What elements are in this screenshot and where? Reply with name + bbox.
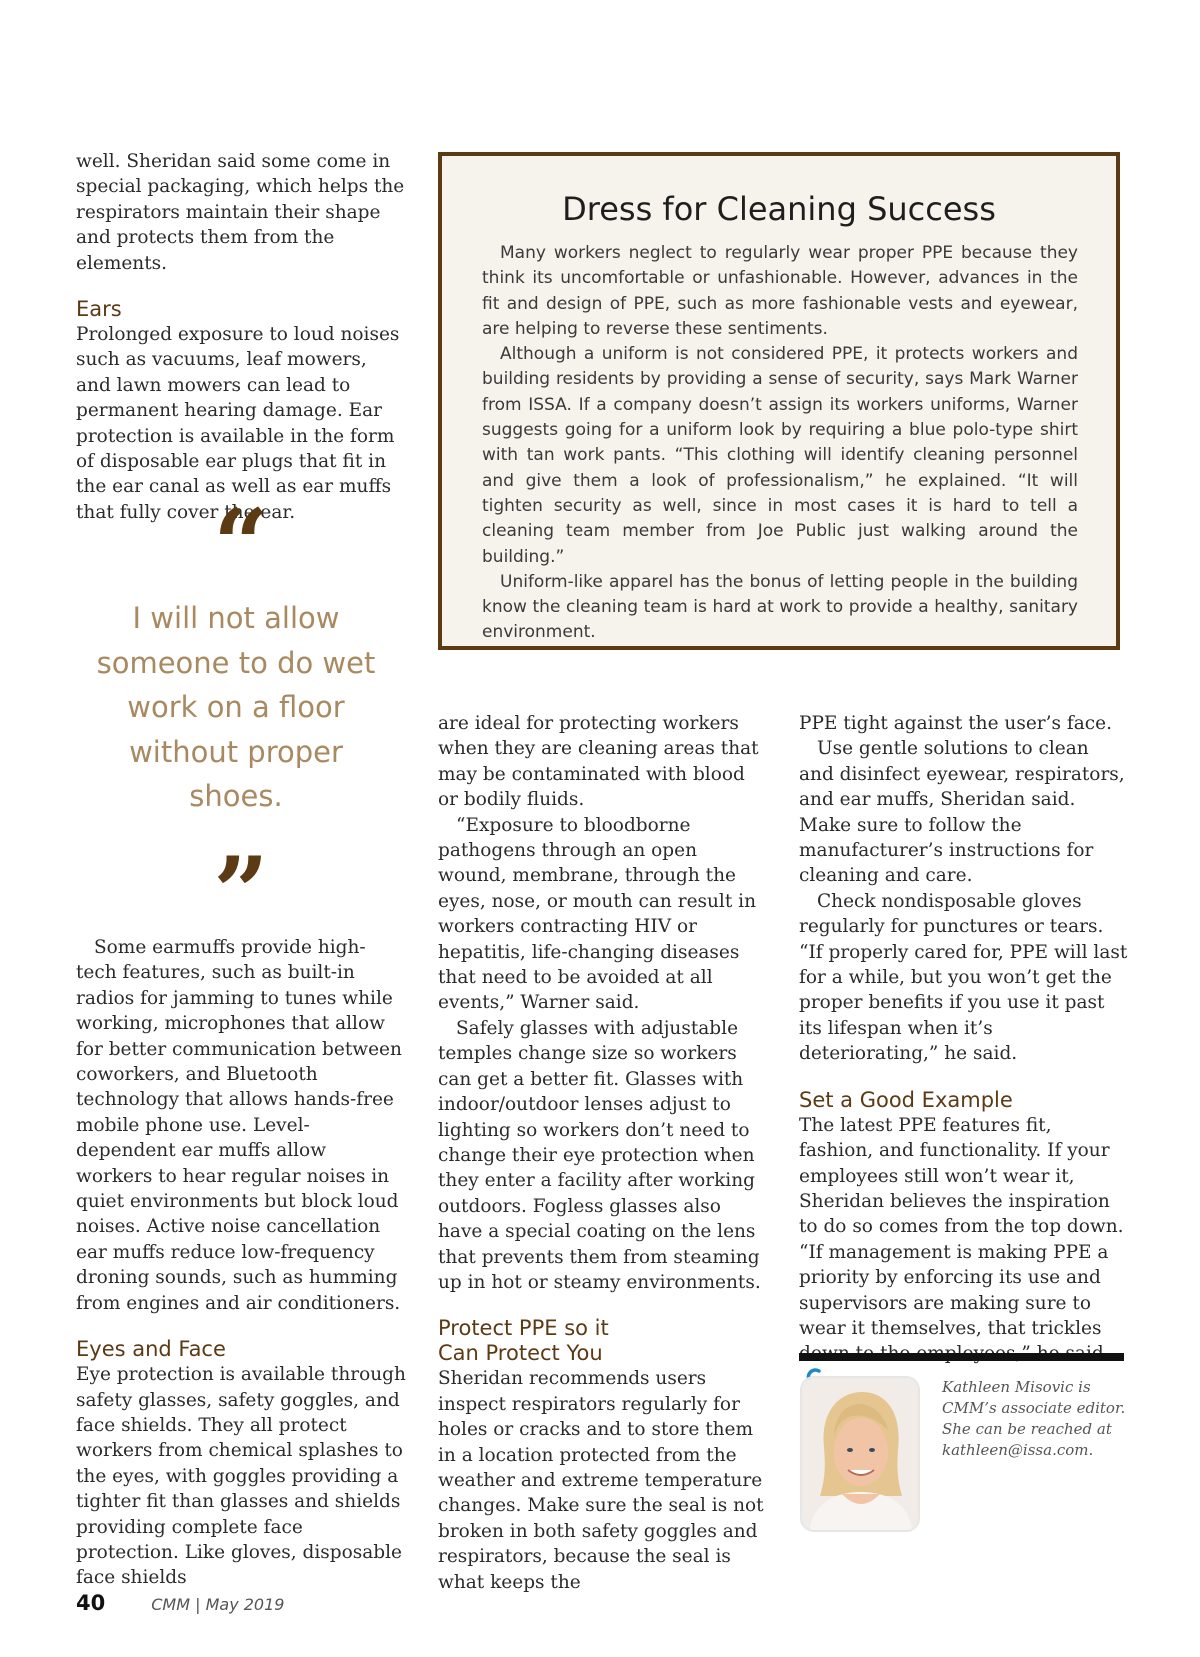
page-number: 40 bbox=[76, 1591, 106, 1615]
folio: CMM | May 2019 bbox=[151, 1595, 285, 1614]
heading-line: Can Protect You bbox=[438, 1341, 603, 1366]
sidebar-paragraph: Uniform-like apparel has the bonus of letting people in the building know the cleaning team is hard at work to provide a healthy, sanitary environment. bbox=[482, 571, 1078, 643]
protect-ppe-heading bbox=[438, 1316, 768, 1366]
sidebar-text bbox=[482, 241, 1078, 646]
column-2 bbox=[438, 711, 768, 1595]
author-divider bbox=[799, 1353, 1124, 1361]
paragraph: are ideal for protecting workers when they are cleaning areas that may be contaminated with blood or bodily fluids. bbox=[438, 713, 759, 811]
open-quote-mark: “ bbox=[213, 488, 269, 601]
paragraph-text: The latest PPE features fit, fashion, and functionality. If your employees still won’t wear it, Sheridan believes the inspiration to do so comes from the top down. “If management is making PPE a priority by enforcing its use and supervisors are making sure to wear it themselves, that trickles bbox=[799, 1114, 1124, 1339]
paragraph: Use gentle solutions to clean and disinfect eyewear, respirators, and ear muffs, Sheridan said. Make sure to follow the manufacturer’s instructions for cleaning and care. bbox=[799, 738, 1125, 887]
paragraph: Prolonged exposure to loud noises such as vacuums, leaf mowers, and lawn mowers can lead to permanent hearing damage. Ear protection is available in the form of disposable ear plugs that fit in the ear canal as well as ear muffs that fully cover the ear. bbox=[76, 324, 400, 523]
heading-line: Protect PPE so it bbox=[438, 1316, 609, 1341]
paragraph bbox=[799, 1113, 1129, 1394]
pull-quote: I will not allow someone to do wet work on a floor without proper shoes. bbox=[96, 601, 376, 813]
column-3 bbox=[799, 711, 1129, 1394]
eyes-face-heading: Eyes and Face bbox=[76, 1337, 226, 1362]
paragraph: well. Sheridan said some come in special packaging, which helps the respirators maintain their shape and protects them from the elements. bbox=[76, 151, 405, 274]
paragraph: Sheridan recommends users inspect respirators regularly for holes or cracks and to store them in a location protected from the weather and extreme temperature changes. Make sure the seal is not broken in both safety goggles and respirators, because the seal is what keeps the bbox=[438, 1368, 764, 1593]
set-good-example-heading: Set a Good Example bbox=[799, 1087, 1013, 1112]
ears-heading: Ears bbox=[76, 297, 122, 322]
paragraph: Check nondisposable gloves regularly for punctures or tears. “If properly cared for, PPE will last for a while, but you won’t get the proper benefits if you use it past its lifespan when it’s deteriorating,” he said. bbox=[799, 890, 1128, 1065]
author-photo bbox=[800, 1376, 920, 1532]
paragraph: Safely glasses with adjustable temples change size so workers can get a better fit. Glasses with indoor/outdoor lenses adjust to lighting so workers don’t need to change their eye protection when they enter a facility after working outdoors. Fogless glasses also have a special coating on the lens that prevents them from steaming up in hot or steamy environments. bbox=[438, 1017, 761, 1293]
sidebar-title: Dress for Cleaning Success bbox=[562, 190, 996, 228]
sidebar-paragraph: Although a uniform is not considered PPE, it protects workers and building residents by providing a sense of security, says Mark Warner from ISSA. If a company doesn’t assign its workers uniforms, Warner suggests going for a uniform look by requiring a blue polo-type shirt with tan work pants. “This clothing will identify cleaning personnel and give them a look of professionalism,” he explained. “It will tighten security as well, since in most cases it is hard to tell a cleaning team member from Joe Public just walking around the building.” bbox=[482, 344, 1078, 567]
column-1-top bbox=[76, 149, 406, 525]
paragraph: PPE tight against the user’s face. bbox=[799, 713, 1112, 734]
paragraph: Some earmuffs provide high-tech features, such as built-in radios for jamming to tunes while working, microphones that allow for better communication between coworkers, and Bluetooth technology that allows hands-free mobile phone use. Level-dependent ear muffs allow workers to hear regular noises in quiet environments but block loud noises. Active noise cancellation ear muffs reduce low-frequency droning sounds, such as humming from engines and air conditioners. bbox=[76, 937, 402, 1314]
close-quote-mark: ” bbox=[213, 836, 269, 949]
author-bio: Kathleen Misovic is CMM’s associate editor. She can be reached at kathleen@issa.com. bbox=[942, 1378, 1126, 1459]
page-footer bbox=[76, 1591, 284, 1621]
sidebar-box bbox=[438, 152, 1120, 650]
sidebar-paragraph: Many workers neglect to regularly wear proper PPE because they think its uncomfortable or unfashionable. However, advances in the fit and design of PPE, such as more fashionable vests and eyewear, are helping to reverse these sentiments. bbox=[482, 243, 1078, 339]
paragraph: Eye protection is available through safety glasses, safety goggles, and face shields. They all protect workers from chemical splashes to the eyes, with goggles providing a tighter fit than glasses and shields providing complete face protection. Like gloves, disposable face shields bbox=[76, 1364, 406, 1589]
paragraph: “Exposure to bloodborne pathogens through an open wound, membrane, through the eyes, nose, or mouth can result in workers contracting HIV or hepatitis, life-changing diseases that need to be avoided at all events,” Warner said. bbox=[438, 814, 756, 1014]
column-1-bottom bbox=[76, 935, 406, 1591]
